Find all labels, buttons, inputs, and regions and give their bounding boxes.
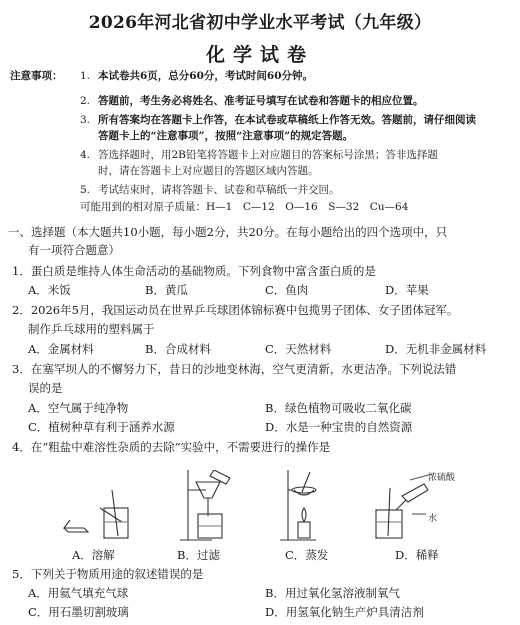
q2-option-c: C．天然材料 xyxy=(265,342,332,356)
q1-option-c: C．鱼肉 xyxy=(265,283,309,297)
q5-option-c: C．用石墨切割玻璃 xyxy=(28,605,129,619)
q1-option-d: D．苹果 xyxy=(385,283,429,297)
q4-label-water: 水 xyxy=(428,514,438,524)
evaporate-figure xyxy=(280,470,316,540)
q3-option-a: A．空气属于纯净物 xyxy=(28,401,129,415)
q3-stem-line-1: 3．在塞罕坝人的不懈努力下，昔日的沙地变林海，空气更清新，水更洁净。下列说法错 xyxy=(12,362,457,376)
dilute-figure xyxy=(376,474,432,538)
dissolve-figure xyxy=(64,490,128,538)
q4-label-conc-acid: 浓硫酸 xyxy=(428,473,456,483)
q4-option-c: C．蒸发 xyxy=(285,548,329,562)
q4-option-b: B．过滤 xyxy=(177,548,220,562)
subject-title: 化学试卷 xyxy=(205,44,314,66)
atomic-masses: 可能用到的相对原子质量：H—1 C—12 O—16 S—32 Cu—64 xyxy=(80,201,409,213)
q5-stem: 5．下列关于物质用途的叙述错误的是 xyxy=(12,567,204,581)
note-4-line-1: 答选择题时，用2B铅笔将答题卡上对应题目的答案标号涂黑；答非选择题 xyxy=(98,149,438,161)
notes-label: 注意事项： xyxy=(10,70,63,82)
note-1-text: 本试卷共6页，总分60分，考试时间60分钟。 xyxy=(98,70,314,82)
note-5-num: 5. xyxy=(80,184,91,196)
q2-stem-line-1: 2．2026年5月，我国运动员在世界乒乓球团体锦标赛中包揽男子团体、女子团体冠军。 xyxy=(12,303,459,317)
filter-figure xyxy=(180,470,230,540)
q2-option-b: B．合成材料 xyxy=(145,342,211,356)
q2-stem-line-2: 制作乒乓球用的塑料属于 xyxy=(28,322,155,336)
q2-option-a: A．金属材料 xyxy=(28,342,94,356)
q5-option-d: D．用氢氧化钠生产炉具清洁剂 xyxy=(265,605,424,619)
q5-option-a: A．用氦气填充气球 xyxy=(28,586,129,600)
q3-option-b: B．绿色植物可吸收二氧化碳 xyxy=(265,401,412,415)
exam-title: 2026年河北省初中学业水平考试（九年级） xyxy=(88,13,432,33)
q3-stem-line-2: 误的是 xyxy=(28,381,63,395)
note-4-line-2: 时，请在答题卡上对应题目的答题区域内答题。 xyxy=(98,165,319,177)
q5-option-b: B．用过氧化氢溶液制氧气 xyxy=(265,586,400,600)
q1-stem: 1．蛋白质是维持人体生命活动的基础物质。下列食物中富含蛋白质的是 xyxy=(12,264,376,278)
q3-option-c: C．植树种草有利于涵养水源 xyxy=(28,420,175,434)
q4-option-a: A．溶解 xyxy=(72,548,115,562)
q4-option-d: D．稀释 xyxy=(395,548,439,562)
note-4-num: 4. xyxy=(80,149,91,161)
note-3-line-2: 答题卡上的“注意事项”，按照“注意事项”的规定答题。 xyxy=(98,130,354,142)
q1-option-a: A．米饭 xyxy=(28,283,71,297)
q2-option-d: D．无机非金属材料 xyxy=(385,342,487,356)
q3-option-d: D．水是一种宝贵的自然资源 xyxy=(265,420,413,434)
note-3-line-1: 所有答案均在答题卡上作答，在本试卷或草稿纸上作答无效。答题前，请仔细阅读 xyxy=(98,114,476,126)
note-5-text: 考试结束时，请将答题卡、试卷和草稿纸一并交回。 xyxy=(98,184,340,196)
q1-option-b: B．黄瓜 xyxy=(145,283,188,297)
note-3-num: 3. xyxy=(80,114,91,126)
section-1-heading: 一、选择题（本大题共10小题，每小题2分，共20分。在每小题给出的四个选项中，只 xyxy=(8,225,448,239)
q4-stem: 4．在“粗盐中难溶性杂质的去除”实验中，不需要进行的操作是 xyxy=(12,440,331,454)
note-2-num: 2. xyxy=(80,95,91,107)
note-2-text: 答题前，考生务必将姓名、准考证号填写在试卷和答题卡的相应位置。 xyxy=(98,95,424,107)
note-1-num: 1. xyxy=(80,70,91,82)
section-1-heading-cont: 有一项符合题意） xyxy=(28,243,120,257)
